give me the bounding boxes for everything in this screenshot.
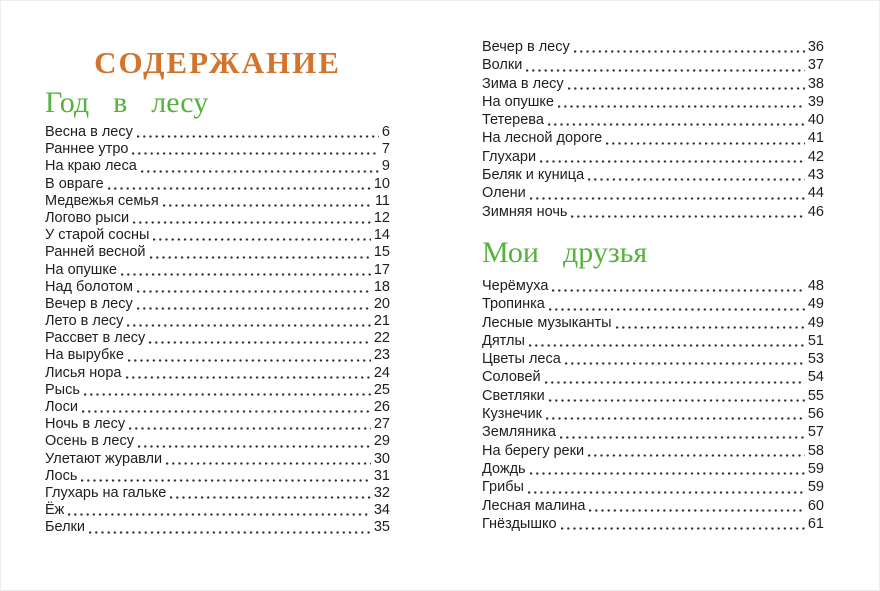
- toc-entry: [45, 124, 390, 141]
- toc-entry-title: Ёж: [45, 502, 65, 519]
- toc-entry: [482, 332, 824, 350]
- toc-entry-page: 49: [807, 296, 824, 313]
- toc-entry: [482, 405, 824, 423]
- toc-entry-title: Земляника: [482, 424, 556, 441]
- toc-entry-title: Весна в лесу: [45, 124, 133, 140]
- dot-leader: [586, 166, 806, 184]
- dot-leader: [547, 295, 806, 313]
- toc-entry-page: 41: [807, 130, 824, 147]
- dot-leader: [604, 129, 806, 147]
- dot-leader: [527, 332, 806, 350]
- dot-leader: [546, 111, 806, 129]
- toc-entry-title: Светляки: [482, 387, 545, 404]
- dot-leader: [544, 405, 806, 423]
- toc-entry-page: 53: [807, 351, 824, 368]
- toc-entry-title: Глухарь на гальке: [45, 484, 167, 501]
- dot-leader: [538, 148, 806, 166]
- dot-leader: [136, 433, 372, 450]
- dot-leader: [135, 296, 372, 313]
- dot-leader: [528, 184, 806, 202]
- toc-entry: [45, 468, 390, 485]
- toc-entry: [45, 519, 390, 536]
- dot-leader: [587, 497, 805, 515]
- toc-entry-title: Дятлы: [482, 332, 525, 349]
- toc-entry-title: Соловей: [482, 369, 541, 386]
- dot-leader: [164, 451, 372, 468]
- toc-entry-page: 35: [373, 519, 390, 536]
- toc-entry-title: На опушке: [482, 93, 554, 110]
- toc-entry-page: 38: [807, 75, 824, 92]
- toc-entry-title: Кузнечик: [482, 406, 542, 423]
- toc-entry: [482, 277, 824, 295]
- toc-entry-title: Олени: [482, 185, 526, 202]
- toc-entry-page: 26: [373, 399, 390, 415]
- toc-entry: [45, 141, 390, 158]
- toc-entry: [482, 423, 824, 441]
- dot-leader: [528, 460, 806, 478]
- toc-entry-title: Логово рыси: [45, 209, 130, 226]
- toc-entry: [482, 314, 824, 332]
- toc-entries-friends: [482, 277, 824, 533]
- toc-entry: [482, 38, 824, 56]
- toc-entry: [45, 193, 390, 210]
- toc-entry: [482, 442, 824, 460]
- dot-leader: [106, 176, 372, 193]
- toc-entry-title: На вырубке: [45, 347, 124, 364]
- toc-entry: [45, 210, 390, 227]
- toc-entry: [45, 502, 390, 519]
- dot-leader: [161, 193, 373, 210]
- toc-entry-title: Гнёздышко: [482, 515, 557, 532]
- toc-entry: [45, 347, 390, 364]
- dot-leader: [556, 93, 806, 111]
- toc-entry: [482, 56, 824, 74]
- dot-leader: [131, 210, 372, 227]
- dot-leader: [87, 519, 372, 536]
- toc-entry-title: Тетерева: [482, 112, 544, 129]
- dot-leader: [547, 387, 806, 405]
- toc-entry-page: 51: [807, 332, 824, 349]
- toc-entry-page: 48: [807, 277, 824, 294]
- toc-entry-page: 25: [373, 381, 390, 398]
- toc-entry-page: 40: [807, 112, 824, 129]
- toc-entry-page: 15: [373, 244, 390, 261]
- toc-entry: [482, 368, 824, 386]
- toc-entry-page: 9: [381, 158, 390, 175]
- toc-entry: [45, 433, 390, 450]
- toc-entry-page: 58: [807, 442, 824, 459]
- toc-entry-title: Рысь: [45, 381, 80, 398]
- toc-entry-title: Тропинка: [482, 296, 545, 313]
- toc-entry-page: 61: [807, 515, 824, 532]
- toc-entry-page: 20: [373, 295, 390, 312]
- toc-entry-title: Черёмуха: [482, 277, 549, 294]
- toc-entry: [482, 203, 824, 221]
- toc-entry-page: 49: [807, 314, 824, 331]
- toc-entry-title: Лисья нора: [45, 364, 122, 381]
- dot-leader: [66, 502, 371, 519]
- toc-right-column: [482, 38, 824, 533]
- toc-entry: [45, 330, 390, 347]
- toc-entry: [45, 176, 390, 193]
- toc-entry-title: В овраге: [45, 175, 104, 192]
- toc-entry: [45, 399, 390, 416]
- toc-entry-title: Ночь в лесу: [45, 416, 126, 433]
- toc-entry-title: Вечер в лесу: [45, 295, 133, 312]
- dot-leader: [526, 478, 806, 496]
- toc-entry-page: 21: [373, 313, 390, 330]
- dot-leader: [124, 365, 372, 382]
- dot-leader: [569, 203, 805, 221]
- toc-entry-page: 24: [373, 364, 390, 381]
- dot-leader: [148, 244, 372, 261]
- dot-leader: [558, 423, 806, 441]
- toc-entry-page: 11: [374, 192, 390, 209]
- toc-entry-title: Лоси: [45, 399, 78, 415]
- toc-entry-title: Лето в лесу: [45, 313, 124, 330]
- toc-entry: [482, 478, 824, 496]
- toc-entry-title: Раннее утро: [45, 141, 129, 158]
- toc-entry-page: 17: [373, 261, 390, 278]
- toc-entry-title: Лесная малина: [482, 497, 586, 514]
- dot-leader: [125, 313, 371, 330]
- toc-entry: [482, 295, 824, 313]
- page-title: СОДЕРЖАНИЕ: [94, 45, 341, 80]
- dot-leader: [135, 124, 380, 141]
- dot-leader: [135, 279, 372, 296]
- dot-leader: [127, 416, 372, 433]
- toc-entry-page: 6: [381, 124, 390, 140]
- dot-leader: [550, 277, 805, 295]
- dot-leader: [168, 485, 372, 502]
- toc-entry-title: Волки: [482, 57, 523, 74]
- dot-leader: [524, 56, 806, 74]
- toc-entry-page: 22: [373, 330, 390, 347]
- toc-left-column: [45, 46, 390, 537]
- toc-entry: [482, 387, 824, 405]
- toc-entry: [45, 451, 390, 468]
- dot-leader: [119, 262, 372, 279]
- toc-entry: [45, 262, 390, 279]
- toc-entry: [482, 129, 824, 147]
- dot-leader: [147, 330, 372, 347]
- dot-leader: [559, 515, 806, 533]
- dot-leader: [82, 382, 372, 399]
- dot-leader: [572, 38, 806, 56]
- toc-entry: [482, 515, 824, 533]
- dot-leader: [79, 468, 371, 485]
- toc-entry: [482, 497, 824, 515]
- toc-entry-title: Дождь: [482, 460, 526, 477]
- toc-entry: [482, 350, 824, 368]
- toc-entry-title: Осень в лесу: [45, 433, 134, 450]
- dot-leader: [126, 347, 372, 364]
- toc-entry-page: 7: [381, 141, 390, 158]
- toc-entry: [482, 111, 824, 129]
- toc-entry-title: У старой сосны: [45, 227, 150, 244]
- toc-entries-year-left: [45, 124, 390, 537]
- dot-leader: [566, 75, 806, 93]
- toc-entry: [482, 166, 824, 184]
- toc-entry-page: 59: [807, 460, 824, 477]
- toc-entry: [45, 485, 390, 502]
- toc-entry-title: На краю леса: [45, 158, 137, 175]
- dot-leader: [586, 442, 806, 460]
- toc-entry-page: 29: [373, 433, 390, 450]
- toc-entry-title: Рассвет в лесу: [45, 330, 146, 347]
- toc-entry-title: Цветы леса: [482, 351, 561, 368]
- toc-entry-page: 39: [807, 93, 824, 110]
- toc-entry: [45, 296, 390, 313]
- toc-entry-title: Улетают журавли: [45, 450, 163, 467]
- toc-entry-page: 44: [807, 185, 824, 202]
- dot-leader: [151, 227, 371, 244]
- toc-entry-page: 23: [373, 347, 390, 364]
- toc-entry-page: 30: [373, 450, 390, 467]
- toc-entry-title: Лесные музыканты: [482, 314, 612, 331]
- dot-leader: [543, 368, 806, 386]
- toc-entry-title: Вечер в лесу: [482, 39, 570, 55]
- dot-leader: [563, 350, 806, 368]
- toc-entry-title: Глухари: [482, 148, 537, 165]
- toc-entry: [45, 244, 390, 261]
- toc-entry-page: 32: [373, 484, 390, 501]
- dot-leader: [130, 141, 379, 158]
- toc-entry-page: 34: [373, 502, 390, 519]
- section-heading-my-friends: Мои друзья: [482, 235, 648, 269]
- toc-entry-title: На берегу реки: [482, 442, 585, 459]
- toc-entry-title: Беляк и куница: [482, 167, 585, 184]
- toc-entry-page: 18: [373, 278, 390, 295]
- toc-entry-page: 59: [807, 479, 824, 496]
- toc-entry-page: 54: [807, 369, 824, 386]
- toc-entry-title: На лесной дороге: [482, 130, 603, 147]
- toc-entry-page: 56: [807, 406, 824, 423]
- toc-entry: [45, 416, 390, 433]
- toc-entry: [482, 75, 824, 93]
- toc-entry-title: На опушке: [45, 261, 117, 278]
- section-heading-year-in-forest: Год в лесу: [45, 86, 209, 119]
- toc-entry-page: 43: [807, 167, 824, 184]
- toc-entries-year-right: [482, 38, 824, 221]
- toc-entry: [482, 93, 824, 111]
- toc-entry: [482, 184, 824, 202]
- toc-entry-page: 37: [807, 57, 824, 74]
- toc-entry: [45, 279, 390, 296]
- toc-entry-page: 36: [807, 39, 824, 55]
- dot-leader: [139, 158, 380, 175]
- toc-entry-title: Белки: [45, 519, 86, 536]
- dot-leader: [614, 314, 806, 332]
- toc-entry-page: 14: [373, 227, 390, 244]
- toc-entry: [45, 158, 390, 175]
- toc-entry-page: 31: [373, 467, 390, 484]
- toc-entry: [482, 148, 824, 166]
- toc-entry-title: Зима в лесу: [482, 75, 564, 92]
- toc-entry-page: 60: [807, 497, 824, 514]
- toc-entry: [45, 382, 390, 399]
- toc-entry: [482, 460, 824, 478]
- toc-entry-page: 27: [373, 416, 390, 433]
- toc-entry-title: Грибы: [482, 479, 524, 496]
- toc-entry-title: Ранней весной: [45, 244, 146, 261]
- toc-entry-page: 42: [807, 148, 824, 165]
- toc-entry-page: 46: [807, 203, 824, 220]
- toc-entry-page: 12: [373, 209, 390, 226]
- toc-entry: [45, 365, 390, 382]
- toc-entry-page: 57: [807, 424, 824, 441]
- toc-entry-title: Над болотом: [45, 278, 133, 295]
- toc-entry: [45, 313, 390, 330]
- toc-entry-title: Зимняя ночь: [482, 203, 568, 220]
- toc-entry-page: 10: [373, 175, 390, 192]
- toc-entry-title: Медвежья семья: [45, 192, 159, 209]
- toc-entry-title: Лось: [45, 467, 78, 484]
- toc-entry-page: 55: [807, 387, 824, 404]
- toc-entry: [45, 227, 390, 244]
- dot-leader: [80, 399, 372, 416]
